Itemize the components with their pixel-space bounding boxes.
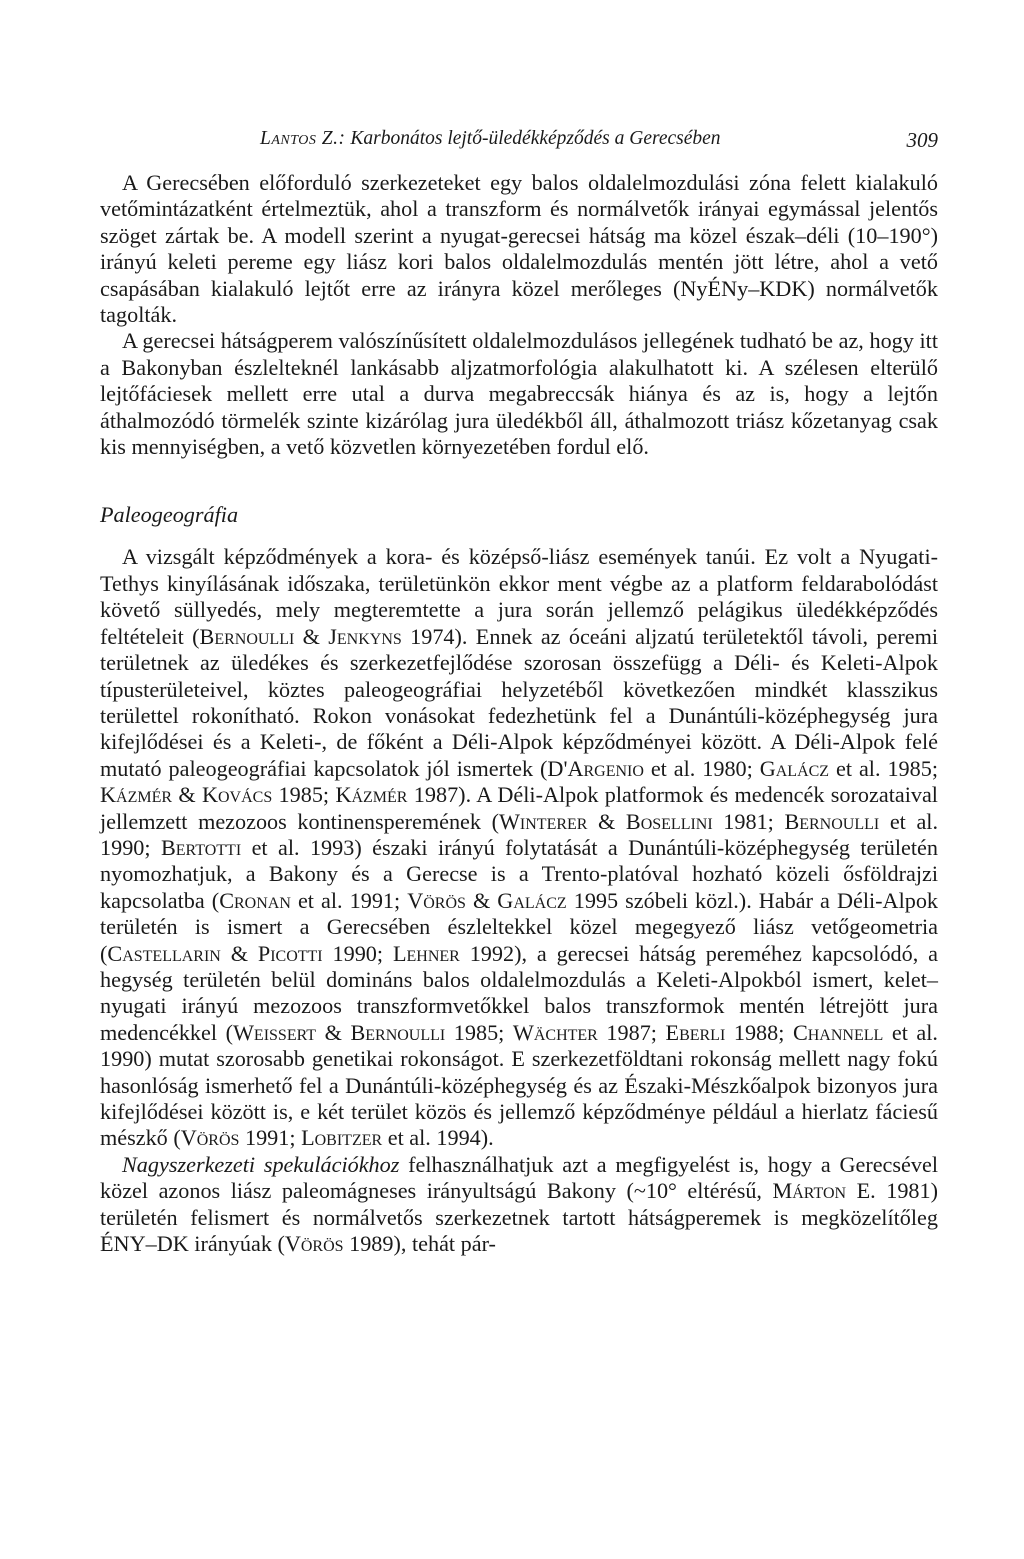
- text-run: 1991;: [239, 1125, 302, 1151]
- citation: Winterer & Bosellini: [498, 808, 713, 834]
- paragraph-2: A gerecsei hátságperem valószínűsített oldalelmozdulásos jellegének tudható be az, hogy itt a Bakonyban észlelteknél lankásabb aljzatmorfológia alakulhatott ki. A szélesen elterülő lejtőfáciesek mellett erre utal a durva megabreccsák hiánya és az is, hogy a lejtőn áthalmozódó törmelék szinte kizárólag jura üledékből áll, áthalmozott triász kőzetanyag csak kis mennyiségben, a vető közvetlen környezetében fordul elő.: [100, 328, 938, 460]
- citation: Bertotti: [160, 834, 242, 860]
- text-run: et al. 1985;: [829, 755, 938, 781]
- running-head: [100, 122, 938, 162]
- text-run: 1974). Ennek az óceáni aljzatú területektől távoli, peremi területnek az üledékes és szerkezetfejlődése szorosan összefügg a Déli- és Keleti-Alpok típusterületeivel, köztes paleogeográfiai helyzetéből következően mindkét klasszikus területtel rokonítható. Rokon vonásokat fedezhetünk fel a Dunántúli-középhegység jura kifejlődései és a Keleti-, de főként a Déli-Alpok képződményei között. A Déli-Alpok felé mutató paleogeográfiai kapcsolatok jól ismertek (: [100, 623, 938, 781]
- text-run: et al. 1990) mutat szorosabb genetikai rokonságot. E szerkezetföldtani rokonság mellett nagy fokú hasonlóság ismerhető fel a Dunántúli-középhegység és az Északi-Mészkőalpok bizonyos jura kifejlődései között is, e két terület közös és jellemző képződménye például a hierlatz fáciesű mészkő (: [100, 1019, 938, 1151]
- citation: Eberli: [665, 1019, 726, 1045]
- section-paragraph-1: [100, 544, 938, 1151]
- citation: Kázmér: [335, 782, 408, 808]
- citation: Galácz: [759, 755, 830, 781]
- citation: Castellarin & Picotti: [107, 940, 323, 966]
- text-run: 1995 szóbeli közl.). Habár a Déli-Alpok területén is ismert a Gerecsében észleltekkel közel megegyező liász vetőgeometria (: [100, 887, 939, 966]
- page: [100, 122, 938, 1257]
- header-title: Karbonátos lejtő-üledékképződés a Gerecsében: [350, 128, 721, 149]
- text-run: et al. 1990;: [100, 808, 938, 860]
- citation: Cronan: [219, 887, 291, 913]
- text-run: 1981;: [712, 808, 785, 834]
- page-number: 309: [906, 128, 938, 152]
- text-run: A vizsgált képződmények a kora- és középső-liász események tanúi. Ez volt a Nyugati-Tethys kinyílásának időszaka, területünkön ekkor ment végbe az a platform feldarabolódást követő süllyedés, mely megteremtette a jura során jellemző pelágikus üledékképződés feltételeit (: [100, 544, 938, 649]
- citation: Bernoulli & Jenkyns: [199, 623, 402, 649]
- header-author: Lantos Z.:: [260, 128, 346, 149]
- citation: Bernoulli: [784, 808, 880, 834]
- text-run: felhasználhatjuk azt a megfigyelést is, hogy a Gerecsével közel azonos liász paleomágneses irányultságú Bakony (~10° eltérésű,: [100, 1151, 938, 1204]
- citation: Vörös: [180, 1125, 240, 1151]
- citation: Wächter: [512, 1019, 598, 1045]
- text-run: et al. 1980;: [643, 755, 760, 781]
- text-run: 1987;: [597, 1019, 666, 1045]
- citation: Weissert & Bernoulli: [232, 1019, 446, 1045]
- citation: Vörös & Galácz: [407, 887, 567, 913]
- text-run: 1981) területén felismert és normálvetős szerkezetnek tartott hátságperemek is megközelítőleg ÉNY–DK irányúak (: [100, 1178, 939, 1257]
- citation: Kázmér & Kovács: [100, 782, 273, 808]
- citation: Lehner: [392, 940, 460, 966]
- section-paragraph-2: [100, 1152, 938, 1258]
- paragraph-1: A Gerecsében előforduló szerkezeteket egy balos oldalelmozdulási zóna felett kialakuló vetőmintázatként értelmeztük, ahol a transzform és normálvetők irányai egymással jelentős szöget zártak be. A modell szerint a nyugat-gerecsei hátság ma közel észak–déli (10–190°) irányú keleti pereme egy liász kori balos oldalelmozdulás mentén jött létre, ahol a vető csapásában kialakuló lejtőt erre az irányra közel merőleges (NyÉNy–KDK) normálvetők tagolták.: [100, 170, 938, 328]
- text-run: 1985;: [445, 1019, 513, 1045]
- text-run: 1987). A Déli-Alpok platformok és medencék sorozataival jellemzett mezozoos kontinensperemének (: [100, 782, 938, 834]
- citation: Márton E.: [772, 1178, 876, 1204]
- citation: D'Argenio: [547, 755, 644, 781]
- citation: Lobitzer: [301, 1125, 383, 1151]
- text-run: et al. 1993) északi irányú folytatását a Dunántúli-középhegység területén nyomozhatjuk, a Bakony és a Gerecse is a Trento-platóval hozható közeli ősföldrajzi kapcsolatba (: [100, 834, 938, 913]
- text-run: et al. 1991;: [290, 887, 408, 913]
- text-run: et al. 1994).: [382, 1125, 494, 1151]
- citation: Channell: [792, 1019, 884, 1045]
- text-run: 1990;: [322, 940, 393, 966]
- running-title: [260, 128, 721, 150]
- section-heading: Paleogeográfia: [100, 502, 239, 528]
- citation: Vörös: [284, 1231, 344, 1257]
- text-run: 1992), a gerecsei hátság pereméhez kapcsolódó, a hegység területén belül domináns balos oldalelmozdulás a Keleti-Alpokból ismert, kelet–nyugati irányú mezozoos transzformvetőkkel balos transzformok mentén létrejött jura medencékkel (: [100, 940, 939, 1045]
- text-run: 1985;: [272, 782, 336, 808]
- emphasis-lead: Nagyszerkezeti spekulációkhoz: [122, 1151, 400, 1177]
- text-run: 1989), tehát pár-: [343, 1231, 496, 1257]
- text-run: 1988;: [725, 1019, 793, 1045]
